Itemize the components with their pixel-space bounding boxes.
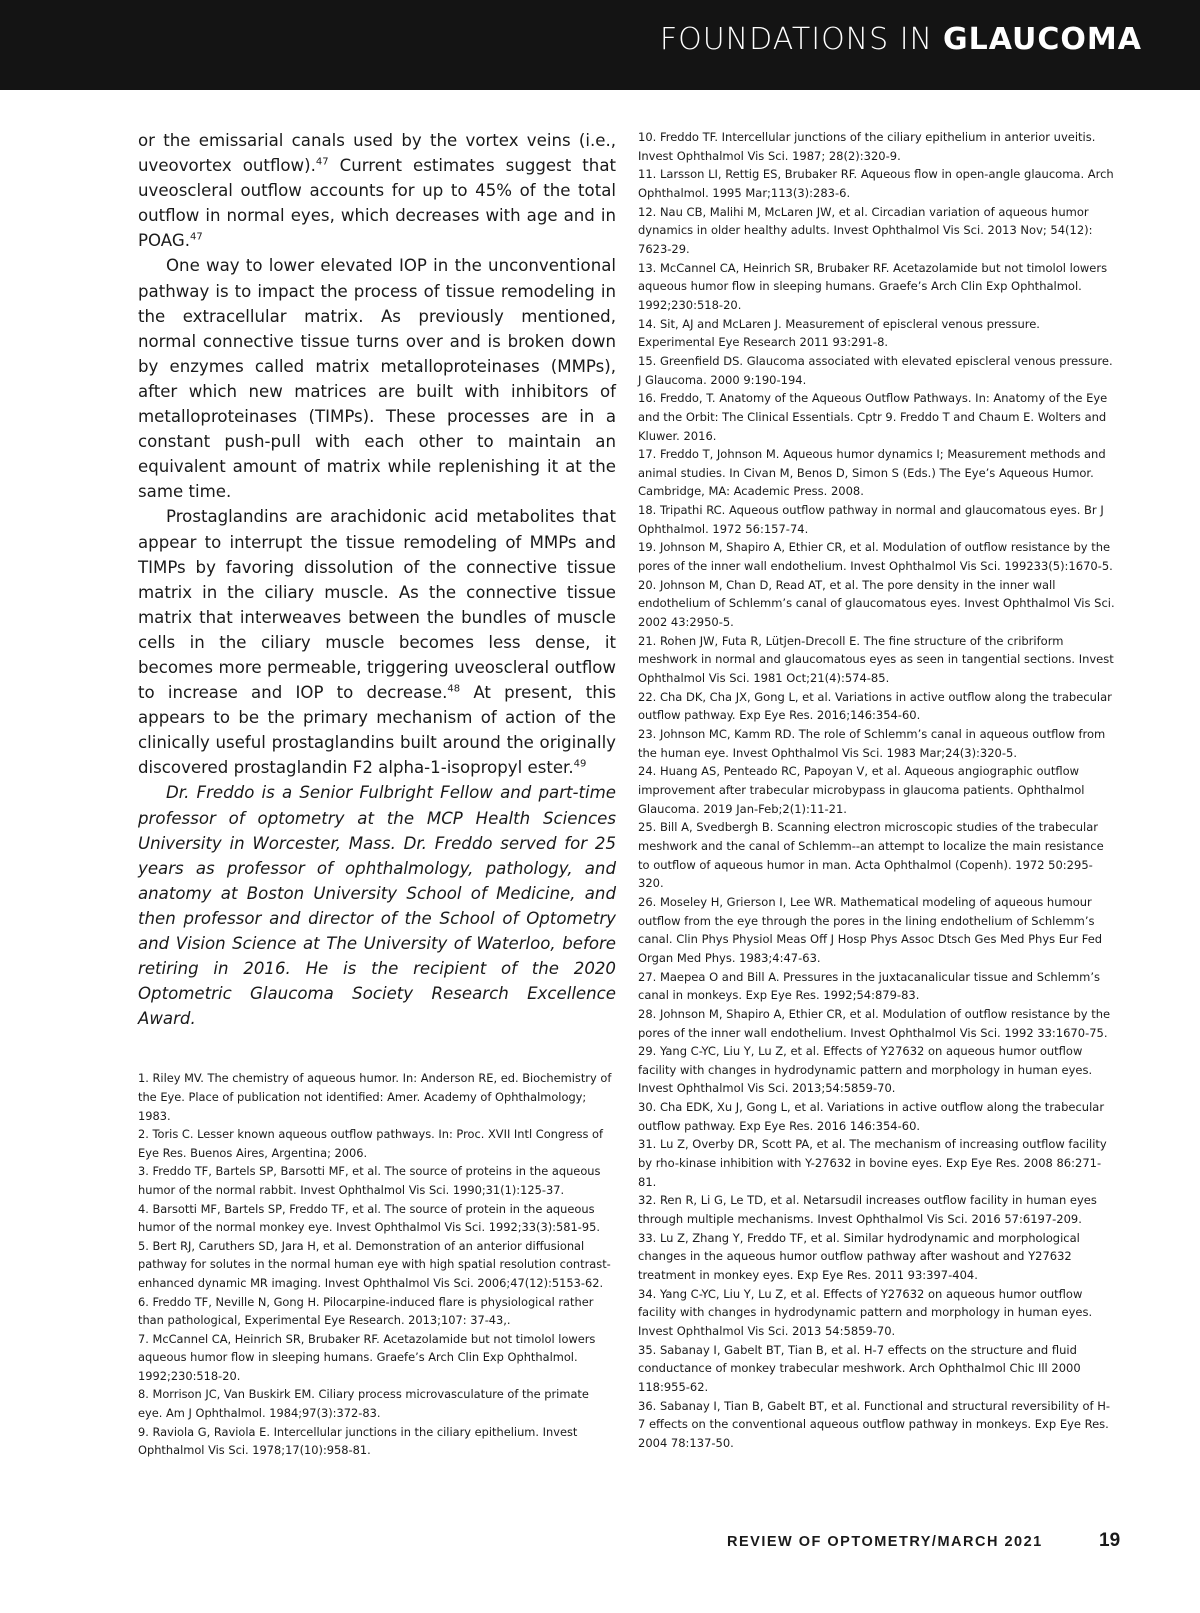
header-bar bbox=[0, 0, 1200, 90]
reference-item: 1. Riley MV. The chemistry of aqueous humor. In: Anderson RE, ed. Biochemistry of the Eye. Place of publication not identified: Amer. Academy of Ophthalmology; 1983. bbox=[138, 1071, 612, 1123]
reference-item: 16. Freddo, T. Anatomy of the Aqueous Outflow Pathways. In: Anatomy of the Eye and the Orbit: The Clinical Essentials. Cptr 9. Freddo T and Chaum E. Wolters and Kluwer. 2016. bbox=[638, 391, 1108, 443]
reference-item: 29. Yang C-YC, Liu Y, Lu Z, et al. Effects of Y27632 on aqueous humor outflow facility with changes in hydrodynamic pattern and morphology in human eyes. Invest Ophthalmol Vis Sci. 2013;54:5859-70. bbox=[638, 1044, 1093, 1096]
reference-item: 12. Nau CB, Malihi M, McLaren JW, et al. Circadian variation of aqueous humor dynamics in older healthy adults. Invest Ophthalmol Vis Sci. 2013 Nov; 54(12): 7623-29. bbox=[638, 204, 1093, 256]
paragraph-2: One way to lower elevated IOP in the unconventional pathway is to impact the process of tissue remodeling in the extracellular matrix. As previously mentioned, normal connective tissue turns over and is broken down by enzymes called matrix metalloproteinases (MMPs), after which new matrices are built with inhibitors of metalloproteinases (TIMPs). These processes are in a constant push-pull with each other to maintain an equivalent amount of matrix while replenishing it at the same time. bbox=[138, 256, 616, 502]
references-right bbox=[638, 128, 1116, 1453]
reference-item: 3. Freddo TF, Bartels SP, Barsotti MF, et al. The source of proteins in the aqueous humor of the normal rabbit. Invest Ophthalmol Vis Sci. 1990;31(1):125-37. bbox=[138, 1164, 601, 1197]
section-title-light: FOUNDATIONS IN bbox=[659, 22, 933, 57]
reference-item: 5. Bert RJ, Caruthers SD, Jara H, et al. Demonstration of an anterior diffusional pathway for solutes in the normal human eye with high spatial resolution contrast-enhanced dynamic MR imaging. Invest Ophthalmol Vis Sci. 2006;47(12):5153-62. bbox=[138, 1238, 611, 1290]
reference-item: 25. Bill A, Svedbergh B. Scanning electron microscopic studies of the trabecular meshwork and the canal of Schlemm--an attempt to localize the main resistance to outflow of aqueous humor in man. Acta Ophthalmol (Copenh). 1972 50:295-320. bbox=[638, 820, 1104, 891]
reference-item: 7. McCannel CA, Heinrich SR, Brubaker RF. Acetazolamide but not timolol lowers aqueous humor flow in sleeping humans. Graefe’s Arch Clin Exp Ophthalmol. 1992;230:518-20. bbox=[138, 1331, 596, 1383]
reference-item: 21. Rohen JW, Futa R, Lütjen-Drecoll E. The fine structure of the cribriform meshwork in normal and glaucomatous eyes as seen in tangential sections. Invest Ophthalmol Vis Sci. 1981 Oct;21(4):574-85. bbox=[638, 633, 1114, 686]
reference-item: 17. Freddo T, Johnson M. Aqueous humor dynamics I; Measurement methods and animal studies. In Civan M, Benos D, Simon S (Eds.) The Eye’s Aqueous Humor. Cambridge, MA: Academic Press. 2008. bbox=[638, 447, 1106, 499]
section-title bbox=[660, 22, 1142, 57]
reference-item: 22. Cha DK, Cha JX, Gong L, et al. Variations in active outflow along the trabecular outflow pathway. Exp Eye Res. 2016;146:354-60. bbox=[638, 689, 1112, 723]
reference-item: 13. McCannel CA, Heinrich SR, Brubaker RF. Acetazolamide but not timolol lowers aqueous humor flow in sleeping humans. Graefe’s Arch Clin Exp Ophthalmol. 1992;230:518-20. bbox=[638, 260, 1108, 312]
reference-item: 24. Huang AS, Penteado RC, Papoyan V, et al. Aqueous angiographic outflow improvement after trabecular microbypass in glaucoma patients. Ophthalmol Glaucoma. 2019 Jan-Feb;2(1):11-21. bbox=[638, 764, 1085, 816]
reference-item: 14. Sit, AJ and McLaren J. Measurement of episcleral venous pressure. Experimental Eye Research 2011 93:291-8. bbox=[638, 316, 1040, 350]
reference-item: 26. Moseley H, Grierson I, Lee WR. Mathematical modeling of aqueous humour outflow from the eye through the pores in the lining endothelium of Schlemm’s canal. Clin Phys Physiol Meas Off J Hosp Phys Assoc Dtsch Ges Med Phys Eur Fed Organ Med Phys. 1983;4:47-63. bbox=[638, 894, 1103, 965]
article-body bbox=[138, 128, 616, 1031]
reference-item: 11. Larsson LI, Rettig ES, Brubaker RF. Aqueous flow in open-angle glaucoma. Arch Ophthalmol. 1995 Mar;113(3):283-6. bbox=[638, 167, 1114, 200]
reference-item: 31. Lu Z, Overby DR, Scott PA, et al. The mechanism of increasing outflow facility by rho-kinase inhibition with Y-27632 in bovine eyes. Exp Eye Res. 2008 86:271-81. bbox=[638, 1137, 1107, 1189]
reference-item: 19. Johnson M, Shapiro A, Ethier CR, et al. Modulation of outflow resistance by the pores of the inner wall endothelium. Invest Ophthalmol Vis Sci. 199233(5):1670-5. bbox=[638, 540, 1113, 574]
paragraph-1: or the emissarial canals used by the vortex veins (i.e., uveovortex outflow).$^{47}$ Current estimates suggest that uveoscleral outflow accounts for up to 45% of the total outflow in normal eyes, which decreases with age and in POAG.$^{47}$ bbox=[138, 131, 616, 251]
reference-item: 36. Sabanay I, Tian B, Gabelt BT, et al. Functional and structural reversibility of H-7 effects on the conventional aqueous outflow pathway in monkeys. Exp Eye Res. 2004 78:137-50. bbox=[638, 1398, 1111, 1450]
right-column bbox=[638, 128, 1116, 1453]
citation-superscript: 49 bbox=[573, 758, 587, 770]
reference-item: 35. Sabanay I, Gabelt BT, Tian B, et al. H-7 effects on the structure and fluid conductance of monkey trabecular meshwork. Arch Ophthalmol Chic Ill 2000 118:955-62. bbox=[638, 1342, 1081, 1394]
references-left bbox=[138, 1069, 616, 1459]
paragraph-3: Prostaglandins are arachidonic acid metabolites that appear to interrupt the tissue remodeling of MMPs and TIMPs by favoring dissolution of the connective tissue matrix in the ciliary muscle. As the connective tissue matrix that interweaves between the bundles of muscle cells in the ciliary muscle becomes less dense, it becomes more permeable, triggering uveoscleral outflow to increase and IOP to decrease.$^{48}$ At present, this appears to be the primary mechanism of action of the clinically useful prostaglandins built around the originally discovered prostaglandin F2 alpha-1-isopropyl ester.$^{49}$ bbox=[138, 507, 616, 778]
reference-item: 28. Johnson M, Shapiro A, Ethier CR, et al. Modulation of outflow resistance by the pores of the inner wall endothelium. Invest Ophthalmol Vis Sci. 1992 33:1670-75. bbox=[638, 1006, 1111, 1040]
reference-item: 27. Maepea O and Bill A. Pressures in the juxtacanalicular tissue and Schlemm’s canal in monkeys. Exp Eye Res. 1992;54:879-83. bbox=[638, 969, 1100, 1003]
page-number: 19 bbox=[1099, 1530, 1121, 1551]
reference-item: 20. Johnson M, Chan D, Read AT, et al. The pore density in the inner wall endothelium of Schlemm’s canal of glaucomatous eyes. Invest Ophthalmol Vis Sci. 2002 43:2950-5. bbox=[638, 577, 1115, 630]
reference-item: 8. Morrison JC, Van Buskirk EM. Ciliary process microvasculature of the primate eye. Am J Ophthalmol. 1984;97(3):372-83. bbox=[138, 1387, 589, 1421]
reference-item: 32. Ren R, Li G, Le TD, et al. Netarsudil increases outflow facility in human eyes through multiple mechanisms. Invest Ophthalmol Vis Sci. 2016 57:6197-209. bbox=[638, 1193, 1097, 1227]
reference-item: 34. Yang C-YC, Liu Y, Lu Z, et al. Effects of Y27632 on aqueous humor outflow facility with changes in hydrodynamic pattern and morphology in human eyes. Invest Ophthalmol Vis Sci. 2013 54:5859-70. bbox=[638, 1286, 1093, 1338]
citation-superscript: 47 bbox=[315, 156, 329, 168]
reference-item: 9. Raviola G, Raviola E. Intercellular junctions in the ciliary epithelium. Invest Ophthalmol Vis Sci. 1978;17(10):958-81. bbox=[138, 1424, 578, 1458]
reference-item: 4. Barsotti MF, Bartels SP, Freddo TF, et al. The source of protein in the aqueous humor of the normal monkey eye. Invest Ophthalmol Vis Sci. 1992;33(3):581-95. bbox=[138, 1201, 600, 1235]
reference-item: 23. Johnson MC, Kamm RD. The role of Schlemm’s canal in aqueous outflow from the human eye. Invest Ophthalmol Vis Sci. 1983 Mar;24(3):320-5. bbox=[638, 727, 1106, 760]
reference-item: 18. Tripathi RC. Aqueous outflow pathway in normal and glaucomatous eyes. Br J Ophthalmol. 1972 56:157-74. bbox=[638, 503, 1104, 536]
citation-superscript: 48 bbox=[447, 683, 461, 695]
section-title-bold: GLAUCOMA bbox=[943, 22, 1142, 57]
reference-item: 10. Freddo TF. Intercellular junctions of the ciliary epithelium in anterior uveitis. Invest Ophthalmol Vis Sci. 1987; 28(2):320-9. bbox=[638, 130, 1096, 163]
reference-item: 33. Lu Z, Zhang Y, Freddo TF, et al. Similar hydrodynamic and morphological changes in the aqueous humor outflow pathway after washout and Y27632 treatment in monkey eyes. Exp Eye Res. 2011 93:397-404. bbox=[638, 1230, 1080, 1283]
reference-item: 2. Toris C. Lesser known aqueous outflow pathways. In: Proc. XVII Intl Congress of Eye Res. Buenos Aires, Argentina; 2006. bbox=[138, 1127, 604, 1160]
citation-superscript: 47 bbox=[189, 231, 203, 243]
reference-item: 15. Greenfield DS. Glaucoma associated with elevated episcleral venous pressure. J Glaucoma. 2000 9:190-194. bbox=[638, 353, 1113, 387]
author-bio: Dr. Freddo is a Senior Fulbright Fellow and part-time professor of optometry at the MCP Health Sciences University in Worcester, Mass. Dr. Freddo served for 25 years as professor of ophthalmology, pathology, and anatomy at Boston University School of Medicine, and then professor and director of the School of Optometry and Vision Science at The University of Waterloo, before retiring in 2016. He is the recipient of the 2020 Optometric Glaucoma Society Research Excellence Award. bbox=[138, 783, 616, 1029]
left-column bbox=[138, 128, 616, 1460]
footer-journal: REVIEW OF OPTOMETRY/MARCH 2021 bbox=[727, 1534, 1043, 1550]
reference-item: 30. Cha EDK, Xu J, Gong L, et al. Variations in active outflow along the trabecular outflow pathway. Exp Eye Res. 2016 146:354-60. bbox=[638, 1100, 1105, 1133]
reference-item: 6. Freddo TF, Neville N, Gong H. Pilocarpine-induced flare is physiological rather than pathological, Experimental Eye Research. 2013;107: 37-43,. bbox=[138, 1294, 594, 1328]
